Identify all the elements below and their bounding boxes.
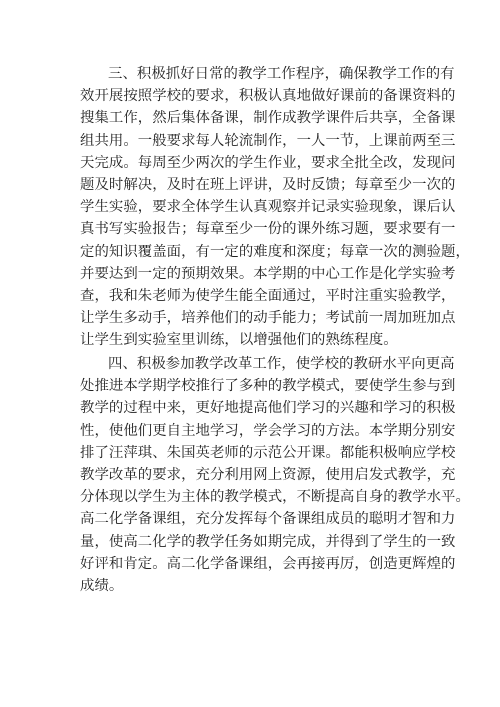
paragraph-line: 分体现以学生为主体的教学模式，不断提高自身的教学水平。 <box>80 489 470 506</box>
paragraph-four <box>80 353 470 597</box>
paragraph-line: 效开展按照学校的要求，积极认真地做好课前的备课资料的 <box>80 88 456 105</box>
paragraph-line: 教学的过程中来，更好地提高他们学习的兴趣和学习的积极 <box>80 400 456 417</box>
paragraph-line: 学生实验，要求全体学生认真观察并记录实验现象，课后认 <box>80 199 456 216</box>
paragraph-line: 天完成。每周至少两次的学生作业，要求全批全改，发现问 <box>80 154 456 171</box>
paragraph-line: 定的知识覆盖面，有一定的难度和深度；每章一次的测验题， <box>80 243 470 260</box>
paragraph-line: 让学生多动手，培养他们的动手能力；考试前一周加班加点 <box>80 310 456 327</box>
paragraph-line: 处推进本学期学校推行了多种的教学模式，要使学生参与到 <box>80 378 456 395</box>
paragraph-three <box>80 63 470 351</box>
paragraph-line: 并要达到一定的预期效果。本学期的中心工作是化学实验考 <box>80 265 456 282</box>
paragraph-line: 高二化学备课组，充分发挥每个备课组成员的聪明才智和力 <box>80 511 456 528</box>
paragraph-line: 排了汪萍琪、朱国英老师的示范公开课。都能积极响应学校 <box>80 444 456 461</box>
paragraph-line: 搜集工作，然后集体备课，制作成教学课件后共享，全备课 <box>80 110 456 127</box>
paragraph-line: 让学生到实验室里训练，以增强他们的熟练程度。 <box>80 332 398 349</box>
paragraph-line: 性，使他们更自主地学习，学会学习的方法。本学期分别安 <box>80 422 456 439</box>
paragraph-line: 量，使高二化学的教学任务如期完成，并得到了学生的一致 <box>80 533 456 550</box>
paragraph-line: 题及时解决，及时在班上评讲，及时反馈；每章至少一次的 <box>80 176 456 193</box>
paragraph-line: 组共用。一般要求每人轮流制作，一人一节，上课前两至三 <box>80 132 456 149</box>
paragraph-line: 教学改革的要求，充分利用网上资源，使用启发式教学，充 <box>80 466 456 483</box>
paragraph-line: 三、积极抓好日常的教学工作程序，确保教学工作的有 <box>108 66 455 82</box>
paragraph-line: 好评和肯定。高二化学备课组，会再接再厉，创造更辉煌的 <box>80 555 456 572</box>
paragraph-line: 真书写实验报告；每章至少一份的课外练习题，要求要有一 <box>80 221 456 238</box>
paragraph-line: 四、积极参加教学改革工作，使学校的教研水平向更高 <box>108 356 455 372</box>
paragraph-line: 查，我和朱老师为使学生能全面通过，平时注重实验教学， <box>80 287 456 304</box>
paragraph-line: 成绩。 <box>80 577 124 594</box>
